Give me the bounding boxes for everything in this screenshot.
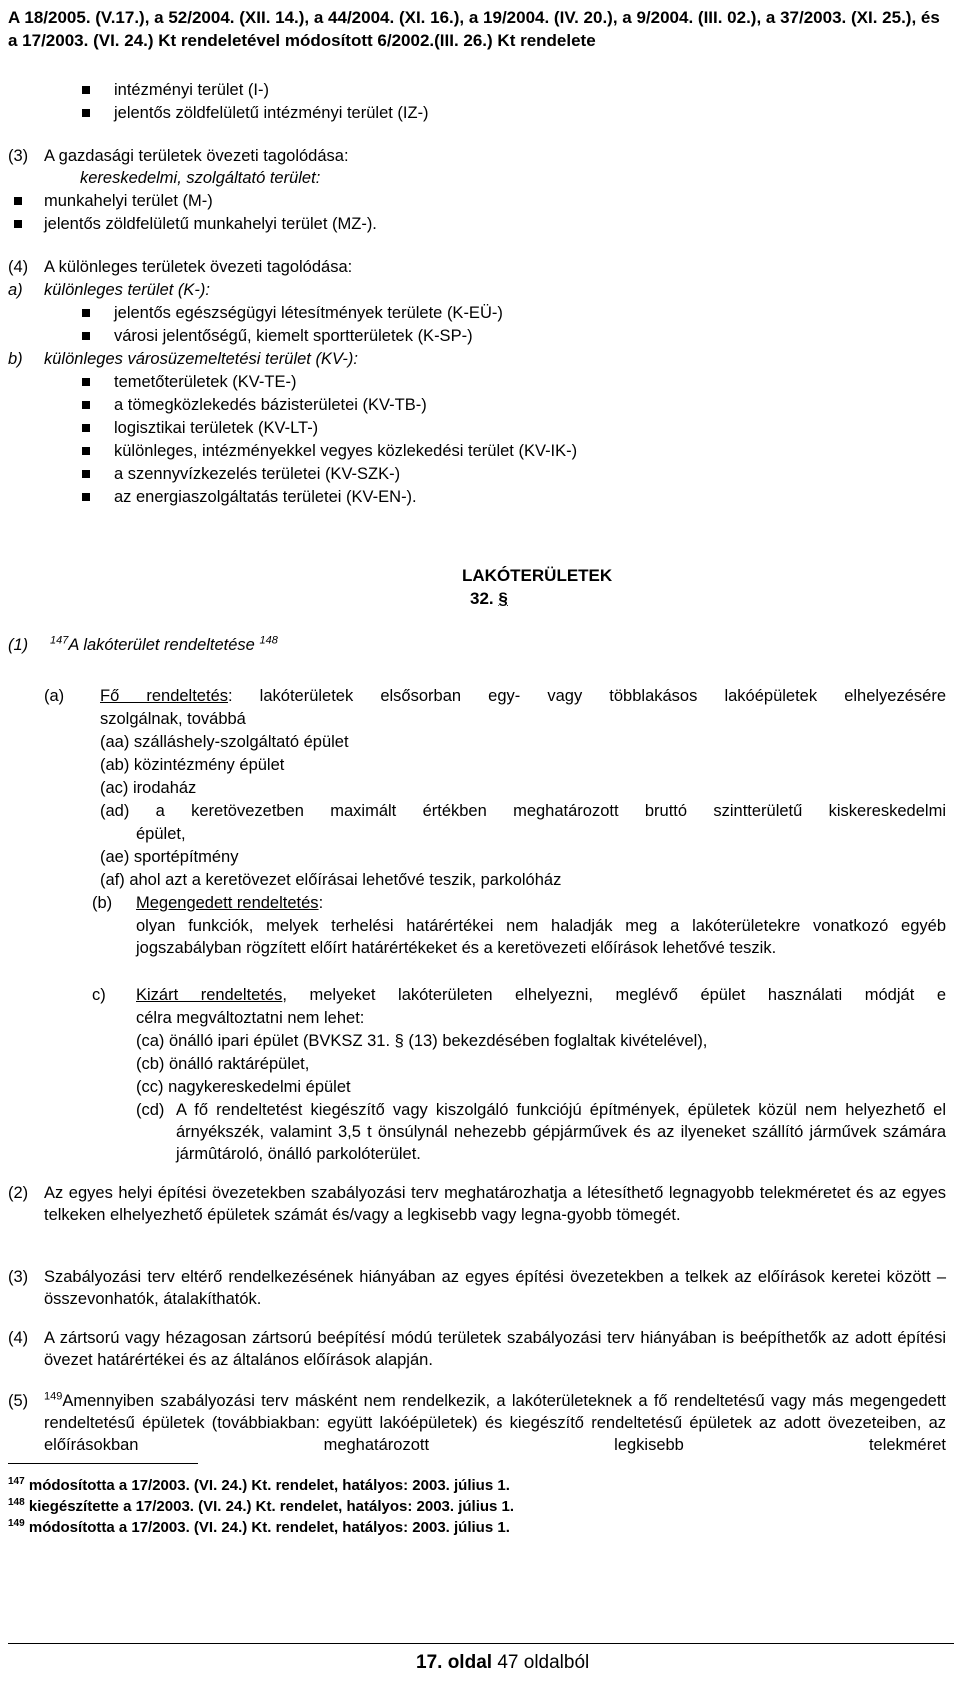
bullet-icon (82, 309, 90, 317)
list-item: jelentős egészségügyi létesítmények területe (K-EÜ-) (114, 304, 503, 322)
item-text: Megengedett rendeltetés: (136, 894, 324, 912)
list-item: a tömegközlekedés bázisterületei (KV-TB-) (114, 396, 427, 414)
list-item: A fő rendeltetést kiegészítő vagy kiszolgáló funkciójú építmények, épületek közül nem helyezhető el árnyékszék, valamint 3,5 t önsúlynál nehezebb gépjárművek és az ilyeneket szállító járművek számára jármûtároló, önálló parkolóterület. (176, 1101, 946, 1163)
paragraph-text: $^{149}$Amennyiben szabályozási terv másként nem rendelkezik, a lakóterületeknek a fő rendeltetésű vagy más megengedett rendeltetésű épületek (továbbiakban: együtt lakóépületek) és kiegészítő rendeltetésű épületek az adott övezeteiben, az előírásokban meghatározott legkisebb telekméret (44, 1390, 946, 1454)
item-text: szolgálnak, továbbá (100, 710, 246, 728)
bullet-icon (82, 493, 90, 501)
paragraph-number: (5) (8, 1392, 29, 1410)
footnote: $^{147}$ módosította a 17/2003. (VI. 24.) Kt. rendelet, hatályos: 2003. július 1. (8, 1476, 510, 1494)
bullet-icon (82, 86, 90, 94)
list-item: jelentős zöldfelületű munkahelyi terület (MZ-). (44, 215, 377, 233)
paragraph-text: A gazdasági területek övezeti tagolódása: (44, 147, 349, 165)
item-label: a) (8, 281, 23, 299)
list-item: különleges, intézményekkel vegyes közlekedési terület (KV-IK-) (114, 442, 578, 460)
footnote-ref: 149 (44, 1390, 63, 1403)
footnote: $^{149}$ módosította a 17/2003. (VI. 24.) Kt. rendelet, hatályos: 2003. július 1. (8, 1518, 510, 1536)
footnote: $^{148}$ kiegészítette a 17/2003. (VI. 24.) Kt. rendelet, hatályos: 2003. július 1. (8, 1497, 515, 1515)
footnote-ref: 148 (259, 634, 278, 647)
bullet-icon (82, 109, 90, 117)
item-label: (b) (92, 894, 113, 912)
paragraph-text: Az egyes helyi építési övezetekben szabályozási terv meghatározhatja a létesíthető legnagyobb telekméretet és az egyes telkeken elhelyezhető épületek számát és/vagy a legkisebb vagy legna-gyobb tömegét. (44, 1184, 946, 1224)
item-text: különleges terület (K-): (44, 281, 210, 299)
page-number: 17. oldal 47 oldalból (416, 1652, 590, 1673)
bullet-icon (82, 401, 90, 409)
paragraph-title: $^{147}$A lakóterület rendeltetése $^{148}$ (50, 634, 278, 654)
bullet-icon (82, 447, 90, 455)
list-item: városi jelentőségű, kiemelt sportterületek (K-SP-) (114, 327, 473, 345)
item-label: b) (8, 350, 23, 368)
list-item: (ad) a keretövezetben maximált értékben meghatározott bruttó szintterületű kiskereskedelmi (100, 802, 946, 820)
list-item: (cb) önálló raktárépület, (136, 1055, 310, 1073)
paragraph-number: (1) (8, 636, 29, 654)
bullet-icon (82, 470, 90, 478)
document-header: A 18/2005. (V.17.), a 52/2004. (XII. 14.), a 44/2004. (XI. 16.), a 19/2004. (IV. 20.), a 9/2004. (III. 02.), a 37/2003. (XI. 25.), és a 17/2003. (VI. 24.) Kt rendeletével módosított 6/2002.(III. 26.) Kt rendelete (8, 8, 940, 50)
paragraph-number: (2) (8, 1184, 29, 1202)
footnote-ref: 147 (50, 634, 69, 647)
item-label: c) (92, 986, 106, 1004)
list-item: munkahelyi terület (M-) (44, 192, 213, 210)
item-text: célra megváltoztatni nem lehet: (136, 1009, 365, 1027)
paragraph-number: (3) (8, 147, 29, 165)
list-item: (ac) irodaház (100, 779, 197, 797)
bullet-icon (14, 220, 22, 228)
item-text: Fő rendeltetés: lakóterületek elsősorban egy- vagy többlakásos lakóépületek elhelyezésére (100, 687, 947, 705)
section-number: 32. § (470, 589, 508, 608)
item-label: (cd) (136, 1101, 165, 1119)
paragraph-number: (3) (8, 1268, 29, 1286)
list-item: (ca) önálló ipari épület (BVKSZ 31. § (13) bekezdésében foglaltak kivételével), (136, 1032, 708, 1050)
bullet-icon (82, 332, 90, 340)
list-item: (ae) sportépítmény (100, 848, 239, 866)
paragraph-text: Szabályozási terv eltérő rendelkezésének hiányában az egyes építési övezetekben a telkek az előírások keretei között – összevonhatók, átalakíthatók. (44, 1268, 946, 1308)
list-item: az energiaszolgáltatás területei (KV-EN-). (114, 488, 417, 506)
list-item: (aa) szálláshely-szolgáltató épület (100, 733, 349, 751)
list-item: logisztikai területek (KV-LT-) (114, 419, 319, 437)
subheading: kereskedelmi, szolgáltató terület: (80, 169, 321, 187)
paragraph-number: (4) (8, 258, 29, 276)
list-item: (af) ahol azt a keretövezet előírásai lehetővé teszik, parkolóház (100, 871, 562, 889)
bullet-icon (14, 197, 22, 205)
list-item: épület, (136, 825, 186, 843)
paragraph-number: (4) (8, 1329, 29, 1347)
list-item: temetőterületek (KV-TE-) (114, 373, 297, 391)
footer-rule (8, 1643, 954, 1644)
bullet-icon (82, 378, 90, 386)
list-item: jelentős zöldfelületű intézményi terület (IZ-) (114, 104, 429, 122)
item-text: különleges városüzemeltetési terület (KV-): (44, 350, 358, 368)
footnote-separator (8, 1463, 198, 1464)
paragraph-text: A zártsorú vagy hézagosan zártsorú beépítésí módú területek szabályozási terv hiányában is beépíthetők az adott építési övezet határértékei és az általános előírások alapján. (44, 1329, 946, 1369)
item-text: Kizárt rendeltetés, melyeket lakóterületen elhelyezni, meglévő épület használati módját e (136, 986, 946, 1004)
list-item: (ab) közintézmény épület (100, 756, 285, 774)
list-item: (cc) nagykereskedelmi épület (136, 1078, 351, 1096)
list-item: a szennyvízkezelés területei (KV-SZK-) (114, 465, 401, 483)
list-item: intézményi terület (I-) (114, 81, 269, 99)
item-text: olyan funkciók, melyek terhelési határértékei nem haladják meg a lakóterületekre vonatkozó egyéb jogszabályban rögzített előírt határértékeket és a keretövezeti előírások lehetővé teszik. (136, 917, 946, 957)
paragraph-text: A különleges területek övezeti tagolódása: (44, 258, 353, 276)
section-title: LAKÓTERÜLETEK (462, 566, 613, 585)
item-label: (a) (44, 687, 65, 705)
bullet-icon (82, 424, 90, 432)
